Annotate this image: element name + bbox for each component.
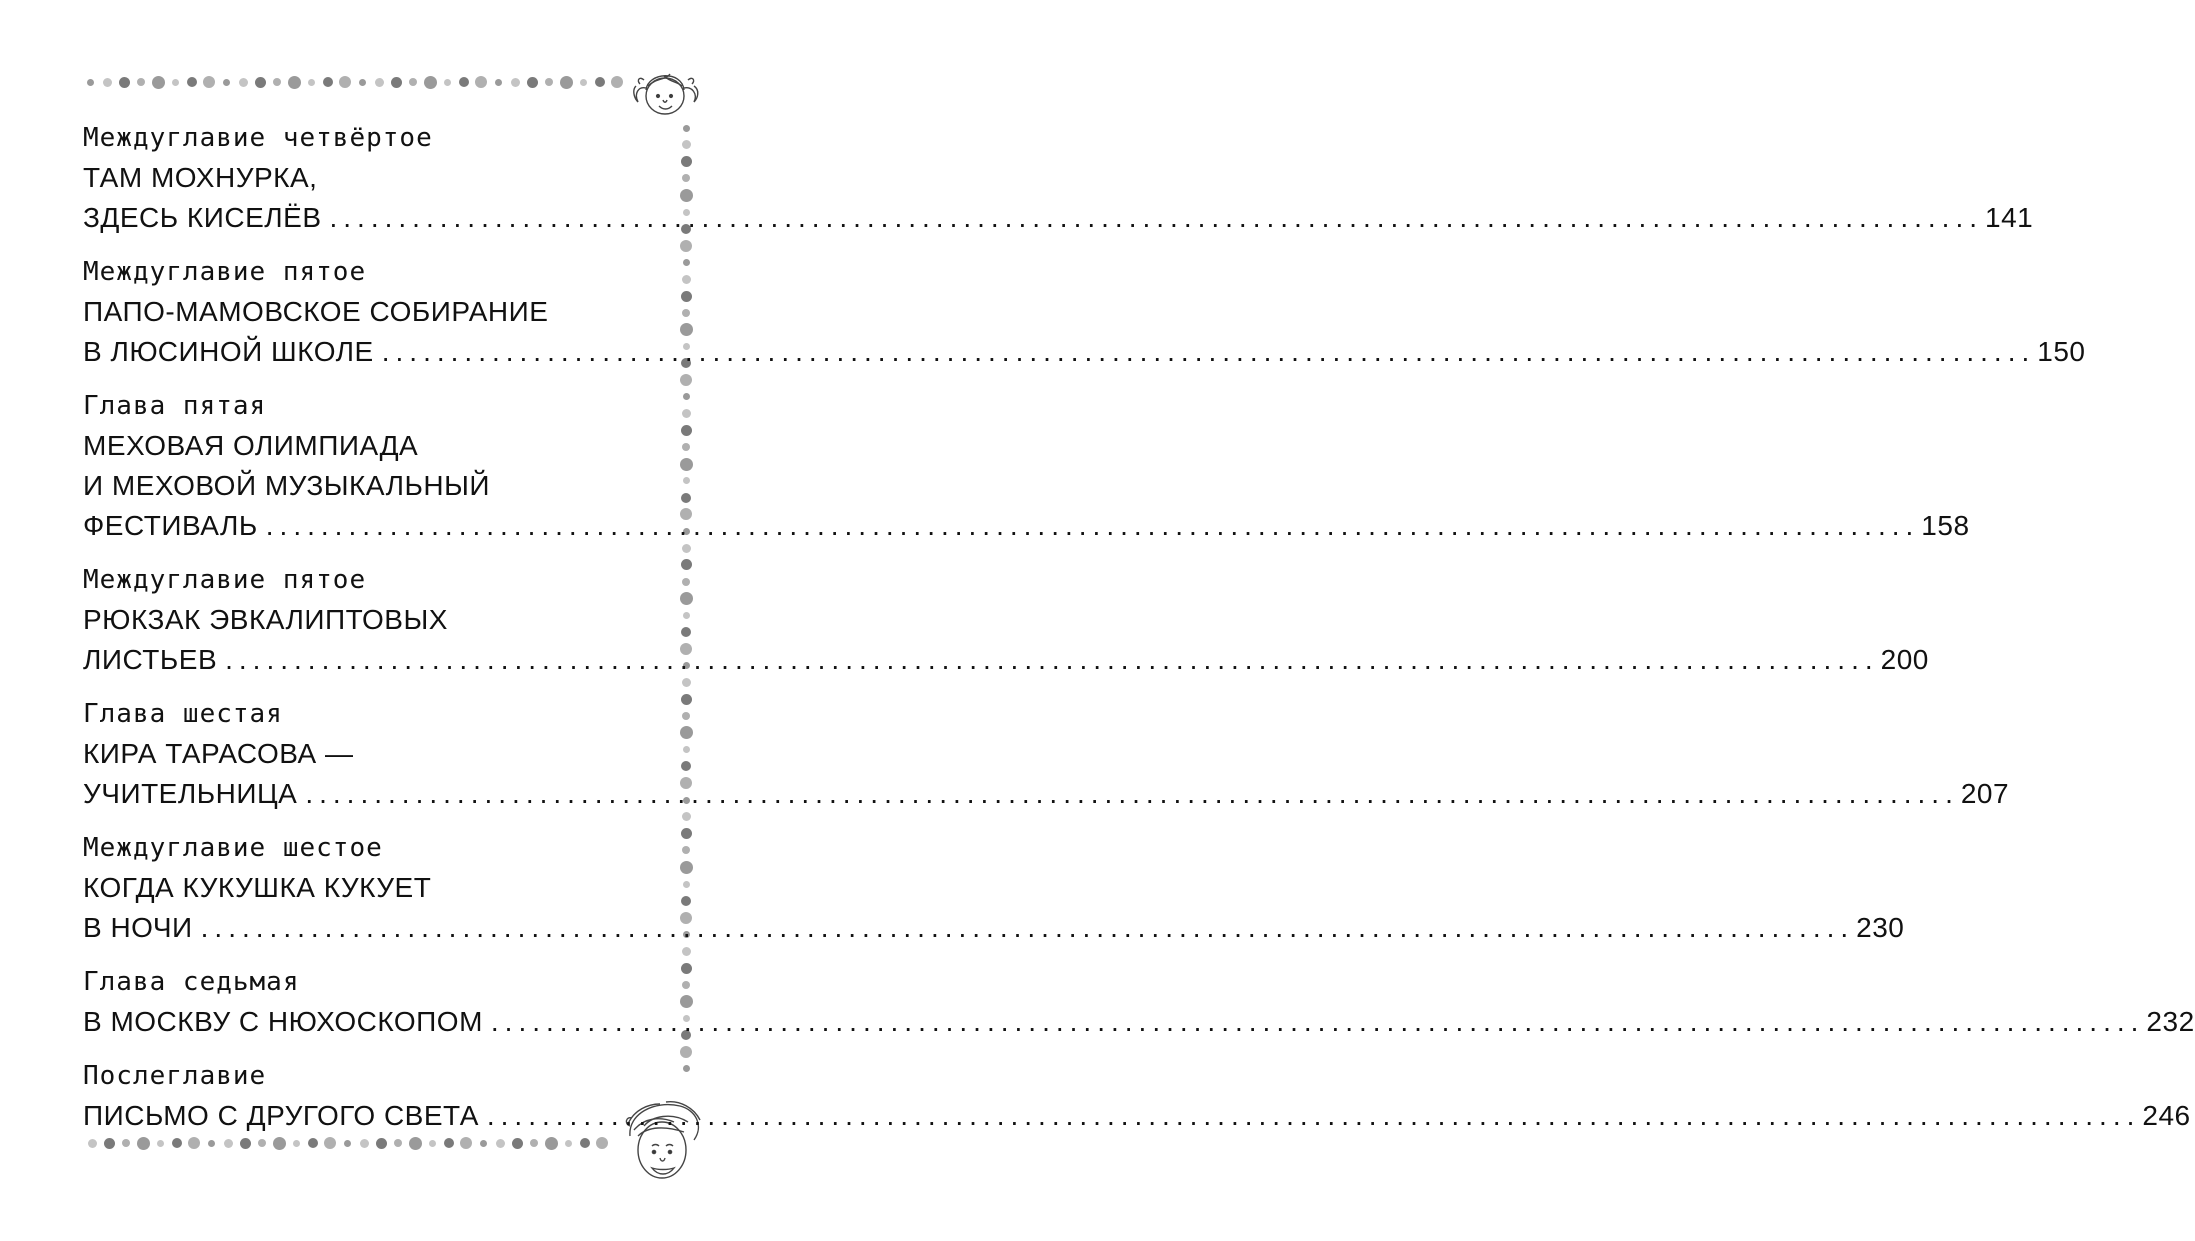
dot-leader: ........................................................................................................................ (225, 644, 1879, 675)
chapter-title-line: УЧИТЕЛЬНИЦА (83, 778, 298, 809)
decor-dot (682, 443, 690, 451)
decor-dot (681, 896, 691, 906)
chapter-title-line: И МЕХОВОЙ МУЗЫКАЛЬНЫЙ (83, 470, 491, 501)
toc-entry[interactable] (83, 828, 1905, 948)
dot-leader: ........................................................................................................................ (200, 912, 1855, 943)
decor-dot (308, 79, 315, 86)
decor-dot (391, 77, 402, 88)
chapter-title-line: ПИСЬМО С ДРУГОГО СВЕТА (83, 1100, 479, 1131)
chapter-title-line: МЕХОВАЯ ОЛИМПИАДА (83, 430, 419, 461)
toc-entry[interactable] (83, 1056, 2191, 1136)
chapter-title-line: ЗДЕСЬ КИСЕЛЁВ (83, 202, 322, 233)
decor-dot (681, 425, 692, 436)
decor-dot (87, 79, 94, 86)
girl-face-icon (630, 58, 700, 120)
decor-dot (680, 458, 693, 471)
decor-dot (172, 79, 179, 86)
toc-entry[interactable] (83, 560, 1929, 680)
decor-dot (683, 477, 690, 484)
decor-dot (459, 77, 469, 87)
decor-dot (681, 963, 692, 974)
dot-leader: ........................................................................................................................ (265, 510, 1920, 541)
decor-dot (545, 78, 553, 86)
decor-dot (682, 712, 690, 720)
decor-dot (681, 291, 692, 302)
chapter-title-line: РЮКЗАК ЭВКАЛИПТОВЫХ (83, 604, 448, 635)
decor-dot (339, 76, 351, 88)
decor-dot (682, 409, 691, 418)
chapter-label: Междуглавие четвёртое (83, 123, 433, 153)
decor-dot (323, 77, 333, 87)
decor-dot (682, 174, 690, 182)
page-number: 200 (1880, 644, 1929, 675)
decor-dot (680, 592, 693, 605)
chapter-label: Междуглавие пятое (83, 257, 367, 287)
chapter-title-line: В ЛЮСИНОЙ ШКОЛЕ (83, 336, 374, 367)
decor-dot (527, 77, 538, 88)
decor-dot (681, 627, 691, 637)
toc-entry[interactable] (83, 252, 2086, 372)
decor-dot (424, 76, 437, 89)
decor-dot (119, 77, 130, 88)
decor-dot (682, 947, 691, 956)
decor-dot (137, 78, 145, 86)
decor-dot (560, 76, 573, 89)
decor-dot (595, 77, 605, 87)
page-number: 230 (1856, 912, 1905, 943)
decor-dot (681, 828, 692, 839)
page-number: 150 (2037, 336, 2086, 367)
decor-dot (203, 76, 215, 88)
decor-dot (580, 79, 587, 86)
decor-dot (511, 78, 520, 87)
decor-dot (680, 861, 693, 874)
chapter-label: Междуглавие пятое (83, 565, 367, 595)
page-number: 158 (1921, 510, 1970, 541)
decor-dot (152, 76, 165, 89)
decor-dot (273, 78, 281, 86)
chapter-label: Послеглавие (83, 1061, 267, 1091)
decor-dot (681, 493, 691, 503)
decor-dot (255, 77, 266, 88)
toc-entry[interactable] (83, 386, 1970, 546)
decor-dot (680, 726, 693, 739)
decor-dot (409, 78, 417, 86)
dot-leader: ........................................................................................................................ (381, 336, 2036, 367)
dot-leader: ........................................................................................................................ (490, 1006, 2145, 1037)
dot-leader: ........................................................................................................................ (329, 202, 1984, 233)
decor-dot (680, 1046, 692, 1058)
page-number: 141 (1985, 202, 2034, 233)
decor-dot (683, 125, 690, 132)
page-number: 246 (2142, 1100, 2191, 1131)
decor-dot (683, 1065, 690, 1072)
decor-dot (680, 240, 692, 252)
decor-dot (682, 140, 691, 149)
toc-entry[interactable] (83, 694, 2010, 814)
chapter-title-line: ТАМ МОХНУРКА, (83, 162, 318, 193)
decor-dot (239, 78, 248, 87)
chapter-title-line: ЛИСТЬЕВ (83, 644, 218, 675)
decor-dot (682, 578, 690, 586)
chapter-title-line: В НОЧИ (83, 912, 193, 943)
chapter-title-line: В МОСКВУ С НЮХОСКОПОМ (83, 1006, 483, 1037)
chapter-label: Глава пятая (83, 391, 267, 421)
decor-dot (682, 275, 691, 284)
decor-dot (288, 76, 301, 89)
table-of-contents (83, 118, 2195, 1150)
decor-dot (680, 374, 692, 386)
decor-dot (495, 79, 502, 86)
chapter-label: Междуглавие шестое (83, 833, 383, 863)
decor-dot (681, 559, 692, 570)
decor-dot (681, 761, 691, 771)
chapter-title-line: ФЕСТИВАЛЬ (83, 510, 258, 541)
decor-dot (375, 78, 384, 87)
page-number: 207 (1960, 778, 2010, 809)
chapter-label: Глава седьмая (83, 967, 300, 997)
decor-dot (682, 981, 690, 989)
chapter-label: Глава шестая (83, 699, 283, 729)
chapter-title-line: КИРА ТАРАСОВА — (83, 738, 354, 769)
page-number: 232 (2146, 1006, 2195, 1037)
decor-dot (682, 846, 690, 854)
decor-dot (681, 694, 692, 705)
decor-dot (682, 309, 690, 317)
decor-dot (103, 78, 112, 87)
chapter-title-line: ПАПО-МАМОВСКОЕ СОБИРАНИЕ (83, 296, 549, 327)
dot-leader: ........................................................................................................................ (486, 1100, 2141, 1131)
decor-dot (444, 79, 451, 86)
decor-dot (681, 156, 692, 167)
decor-dot (359, 79, 366, 86)
decor-dot (611, 76, 623, 88)
toc-entry[interactable] (83, 962, 2195, 1042)
decor-dot (683, 746, 690, 753)
decor-dot (683, 259, 690, 266)
decor-dot (187, 77, 197, 87)
decor-dot (683, 881, 690, 888)
decor-dot (475, 76, 487, 88)
chapter-title-line: КОГДА КУКУШКА КУКУЕТ (83, 872, 432, 903)
toc-entry[interactable] (83, 118, 2034, 238)
decor-dot (683, 393, 690, 400)
decor-dot (683, 612, 690, 619)
decor-dot (223, 79, 230, 86)
dot-leader: ........................................................................................................................ (305, 778, 1959, 809)
